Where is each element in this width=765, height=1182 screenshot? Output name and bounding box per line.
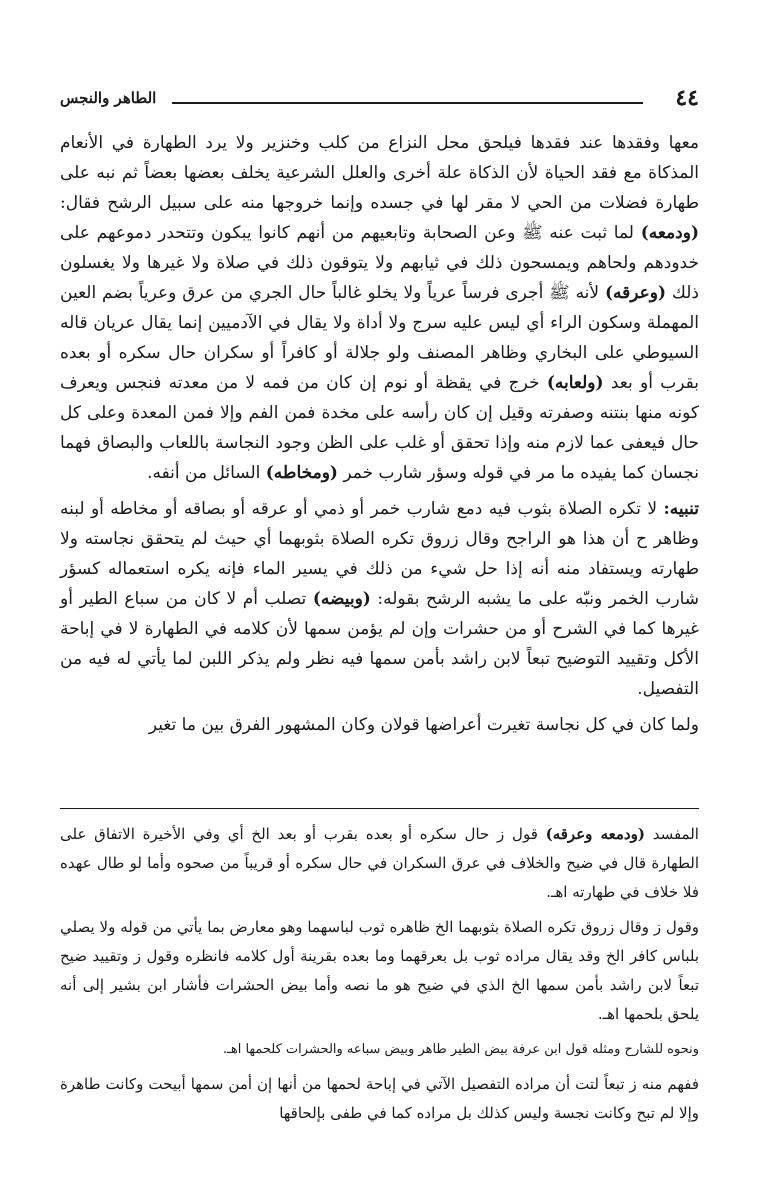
note-heading: تنبيه:	[663, 499, 699, 519]
page-number: ٤٤	[675, 85, 699, 111]
main-paragraph	[60, 494, 699, 704]
footnotes	[60, 820, 699, 1128]
header-rule	[172, 102, 643, 104]
main-paragraph	[60, 128, 699, 488]
bold-term: (وبيضه)	[312, 589, 371, 609]
main-text	[60, 128, 699, 740]
text-run: السائل من أنفه.	[147, 463, 266, 483]
bold-term: (ولعابه)	[546, 373, 604, 393]
bold-term: (ودمعه وعرقه)	[545, 825, 645, 843]
footnote-paragraph: ونحوه للشارح ومثله قول ابن عرفة بيض الطير طاهر وبيض سباعه والحشرات كلحمها اهـ.	[222, 1042, 699, 1057]
bold-term: (ومخاطه)	[265, 463, 338, 483]
text-run: معها وفقدها عند فقدها فيلحق محل النزاع من كلب وخنزير ولا يرد الطهارة في الأنعام المذكاة مع فقد الحياة لأن الذكاة علة أخرى والعلل الشرعية يخلف بعضها بعضاً ثم نبه على طهارة فضلات من الحي لا مقر لها في جسده وإنما خروجها منه على سبيل الرشح فقال:	[60, 133, 699, 213]
running-title: الطاهر والنجس	[60, 89, 157, 107]
text-run: المفسد	[644, 825, 699, 843]
footnote-paragraph: وقول ز وقال زروق تكره الصلاة بثوبهما الخ ظاهره ثوب لباسهما وهو معارض بما يأتي من قوله ولا يصلي بلباس كافر الخ وقد يقال مراده ثوب بل بعرقهما وما بعده بقرينة أول كلامه فانظره وقول ز وتقييد ضيح تبعاً لابن راشد بأمن سمها الخ الذي في ضيح هو ما نصه وأما بيض الحشرات فأشار ابن بشير إلى أنه يلحق بلحمها اهـ.	[60, 918, 699, 1023]
bold-term: (ودمعه)	[640, 223, 699, 243]
text-run: لأنه ﷺ أجرى فرساً عرياً ولا يخلو غالباً حال الجري من عرق وعرياً بضم العين المهملة وسكون الراء أي ليس عليه سرج ولا أداة ولا يقال في الآدميين إنما يقال عريان قاله السيوطي على البخاري وظاهر المصنف ولو جلالة أو كافراً أو سكران حال سكره أو بعده بقرب أو بعد	[60, 283, 700, 393]
footnote-paragraph: ففهم منه ز تبعاً لتت أن مراده التفصيل الآتي في إباحة لحمها من أنها إن أمن سمها أبيحت وكانت طاهرة وإلا لم تبح وكانت نجسة وليس كذلك بل مراده كما في طفى بإلحاقها	[60, 1075, 699, 1122]
text-run: خرج في يقظة أو نوم إن كان من فمه لا من معدته فنجس ويعرف كونه منها بنتنه وصفرته وقيل إن كان رأسه على مخدة فمن الفم وإلا فمن المعدة وعلى كل حال فيعفى عما لازم منه وإذا تحقق أو غلب على الظن وجود النجاسة باللعاب والبصاق فهما نجسان كما يفيده ما مر في قوله وسؤر شارب خمر	[60, 373, 699, 483]
page-header	[60, 84, 699, 114]
bold-term: (وعرقه)	[604, 283, 667, 303]
footnote-paragraph	[60, 820, 699, 907]
text-run: لا تكره الصلاة بثوب فيه دمع شارب خمر أو ذمي أو عرقه أو بصاقه أو مخاطه أو لبنه وظاهر ح أن هذا هو الراجح وقال زروق تكره الصلاة بثوبهما أي حيث لم يتحقق نجاسته ولا طهارته ويستفاد منه أنه إذا حل شيء من ذلك في يسير الماء فإنه يكره استعماله كسؤر شارب الخمر ونبّه على ما يشبه الرشح بقوله:	[60, 499, 700, 609]
text-run: قول ز حال سكره أو بعده بقرب أو بعد الخ أي وفي الأخيرة الاتفاق على الطهارة قال في ضيح والخلاف في عرق السكران في حال سكره أو قريباً من صحوه وأما لو طال عهده فلا خلاف في طهارته اهـ.	[60, 825, 699, 901]
text-run: تصلب أم لا كان من سباع الطير أو غيرها كما في الشرح أو من حشرات وإن لم يؤمن سمها لأن كلامه في الطهارة لا في إباحة الأكل وتقييد التوضيح تبعاً لابن راشد بأمن سمها فيه نظر ولم يذكر اللبن لما يأتي له فيه من التفصيل.	[60, 589, 699, 699]
footnote-separator	[60, 808, 699, 809]
text-run: لما ثبت عنه ﷺ وعن الصحابة وتابعيهم من أنهم كانوا يبكون وتتحدر دموعهم على خدودهم ولحاهم ويمسحون ذلك في ثيابهم ولا يتوقون ذلك في صلاة ولا غيرها ولا يغسلون ذلك	[60, 223, 699, 303]
main-paragraph: ولما كان في كل نجاسة تغيرت أعراضها قولان وكان المشهور الفرق بين ما تغير	[148, 715, 699, 735]
